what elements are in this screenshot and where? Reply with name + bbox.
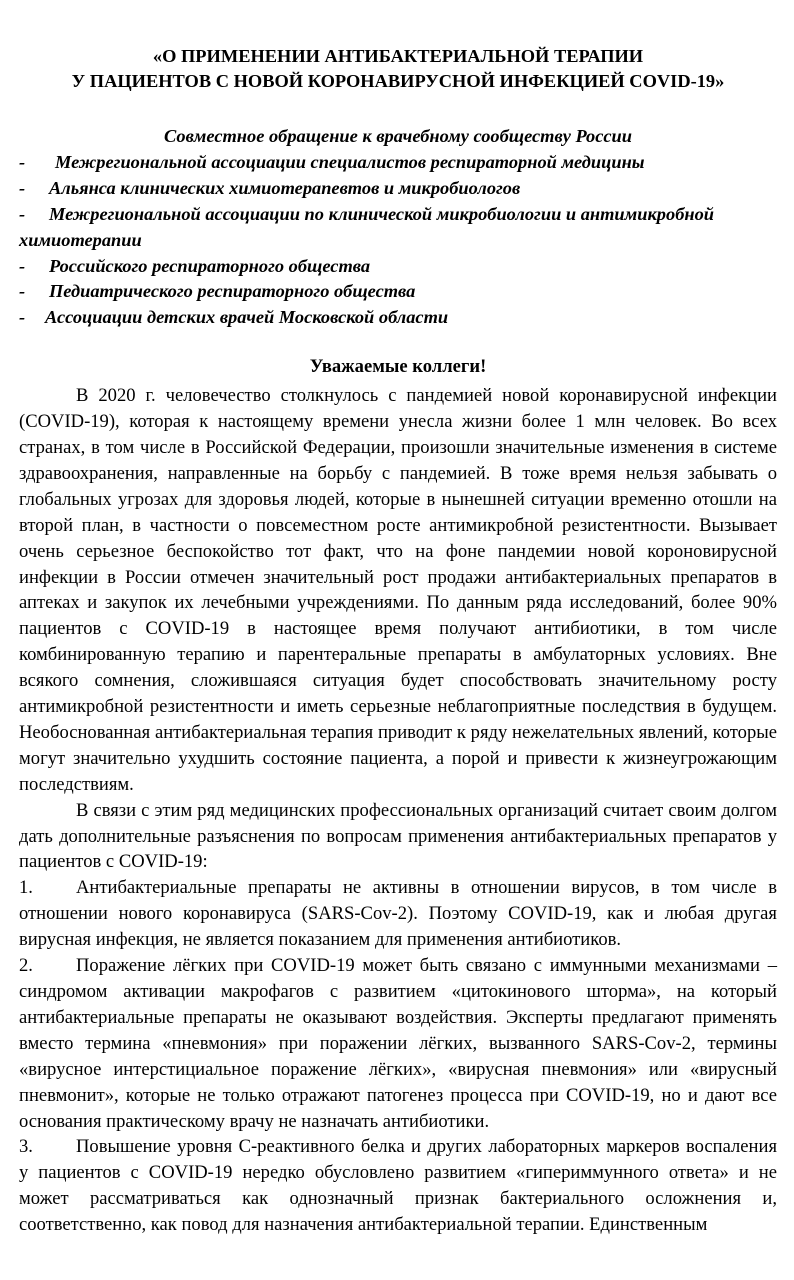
organization-name: Российского респираторного общества [49,255,371,276]
appeal-heading: Совместное обращение к врачебному сообществу России [164,126,632,146]
item-number: 3. [19,1136,33,1158]
item-text: Поражение лёгких при COVID-19 может быть связано с иммунными механизмами – синдромом активации макрофагов с развитием «цитокинового шторма», на который антибактериальные препараты не оказывают воздействия. Эксперты предлагают применять вместо термина «пневмония» при поражении лёгких, вызванного SARS-Cov-2, термины «вирусное интерстициальное поражение лёгких», «вирусная пневмония» или «вирусный пневмонит», которые не только отражают патогенез процесса при COVID-19, но и дают все основания практическому врачу не назначать антибиотики. [19,955,777,1132]
document-title [19,44,777,94]
title-line-1: «О ПРИМЕНЕНИИ АНТИБАКТЕРИАЛЬНОЙ ТЕРАПИИ [152,46,644,66]
list-dash: - [19,151,26,172]
greeting: Уважаемые коллеги! [309,356,487,378]
list-dash: - [19,177,26,198]
list-dash: - [19,203,26,224]
item-text: Повышение уровня С-реактивного белка и других лабораторных маркеров воспаления у пациентов с COVID-19 нередко обусловлено развитием «гипериммунного ответа» и не может рассматриваться как однозначный признак бактериального осложнения и, соответственно, как повод для назначения антибактериальной терапии. Единственным [19,1136,777,1236]
item-number: 2. [19,955,33,977]
organization-item [19,254,777,280]
organization-item [19,150,777,176]
numbered-item [19,1134,777,1238]
organization-name: Межрегиональной ассоциации по клинической микробиологии и антимикробной химиотерапии [19,203,715,250]
body-paragraph: В 2020 г. человечество столкнулось с пандемией новой коронавирусной инфекции (COVID-19), которая к настоящему времени унесла жизни более 1 млн человек. Во всех странах, в том числе в Российской Федерации, произошли значительные изменения в системе здравоохранения, направленные на борьбу с пандемией. В тоже время нельзя забывать о глобальных угрозах для здоровья людей, которые в нынешней ситуации временно отошли на второй план, в частности о повсеместном росте антимикробной резистентности. Вызывает очень серьезное беспокойство тот факт, что на фоне пандемии новой короновирусной инфекции в России отмечен значительный рост продажи антибактериальных препаратов в аптеках и закупок их лечебными учреждениями. По данным ряда исследований, более 90% пациентов с COVID-19 в настоящее время получают антибиотики, в том числе комбинированную терапию и парентеральные препараты в амбулаторных условиях. Вне всякого сомнения, сложившаяся ситуация будет способствовать значительному росту антимикробной резистентности и иметь серьезные неблагоприятные последствия в будущем. Необоснованная антибактериальная терапия приводит к ряду нежелательных явлений, которые могут значительно ухудшить состояние пациента, а порой и привести к жизнеугрожающим последствиям. [19,385,777,795]
organization-item [19,279,777,305]
item-number: 1. [19,877,33,899]
organization-item [19,202,777,254]
document-page [19,44,777,1238]
organization-item [19,176,777,202]
title-line-2: У ПАЦИЕНТОВ С НОВОЙ КОРОНАВИРУСНОЙ ИНФЕКЦИЕЙ COVID-19» [71,71,725,91]
organization-item [19,305,777,331]
list-dash: - [19,255,26,276]
numbered-item [19,953,777,1134]
organization-name: Альянса клинических химиотерапевтов и микробиологов [49,177,521,198]
list-dash: - [19,307,26,328]
organization-name: Ассоциации детских врачей Московской области [45,307,449,328]
appeal-block [19,124,777,331]
organization-name: Межрегиональной ассоциации специалистов респираторной медицины [55,151,645,172]
organization-name: Педиатрического респираторного общества [49,281,416,302]
list-dash: - [19,281,26,302]
body-paragraph: В связи с этим ряд медицинских профессиональных организаций считает своим долгом дать дополнительные разъяснения по вопросам применения антибактериальных препаратов у пациентов с COVID-19: [19,799,777,873]
item-text: Антибактериальные препараты не активны в отношении вирусов, в том числе в отношении нового коронавируса (SARS-Cov-2). Поэтому COVID-19, как и любая другая вирусная инфекция, не является показанием для применения антибиотиков. [19,877,777,951]
numbered-item [19,875,777,953]
